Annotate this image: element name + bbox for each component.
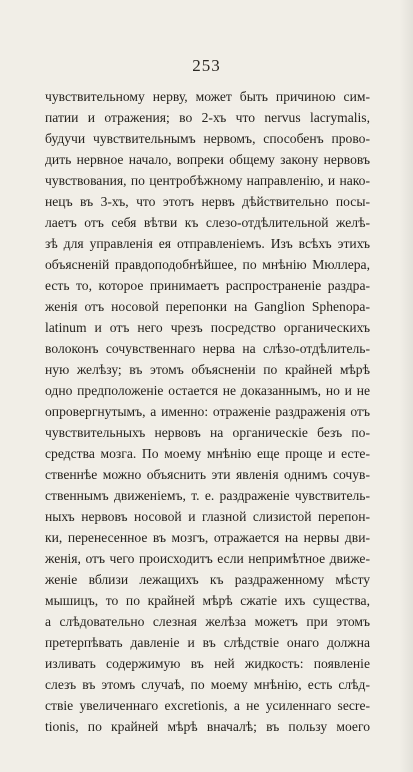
text-line: опровергнутымъ, а именно: отраженіе раздраженія отъ xyxy=(45,404,370,419)
page-number: 253 xyxy=(192,56,221,75)
text-line: дить нервное начало, вопреки общему закону нервовъ xyxy=(45,152,370,167)
text-line: патии и отражения; во 2-хъ что nervus lacrymalis, xyxy=(45,110,370,125)
page-edge-shadow xyxy=(399,0,413,772)
text-line: будучи чувствительнымъ нервомъ, способенъ прово- xyxy=(45,131,370,146)
text-line: изливать содержимую въ ней жидкость: появленіе xyxy=(45,656,370,671)
text-line: женія отъ носовой перепонки на Ganglion Sphenopa- xyxy=(45,299,370,314)
text-line: слезъ въ этомъ случаѣ, по моему мнѣнію, есть слѣд- xyxy=(45,677,370,692)
text-line: а слѣдовательно слезная желѣза можетъ при этомъ xyxy=(45,614,370,629)
text-line: latinum и отъ него чрезъ посредство органическихъ xyxy=(45,320,370,335)
text-line: чувствительныхъ нервовъ на органическіе безъ по- xyxy=(45,425,370,440)
text-line: объясненій правдоподобнѣйшее, по мнѣнію Мюллера, xyxy=(45,257,370,272)
text-line: чувствительному нерву, может быть причиною сим- xyxy=(45,89,370,104)
text-line: одно предположеніе остается не доказаннымъ, но и не xyxy=(45,383,370,398)
text-line: женіе вблизи лежащихъ къ раздраженному мѣсту xyxy=(45,572,370,587)
text-line: мышицъ, то по крайней мѣрѣ сжатіе ихъ существа, xyxy=(45,593,370,608)
text-line: ствіе увеличеннаго excretionis, а не усиленнаго secre- xyxy=(45,698,370,713)
text-line: претерпѣвать давленіе и въ слѣдствіе онаго должна xyxy=(45,635,370,650)
text-line: есть то, которое принимаетъ распространеніе раздра- xyxy=(45,278,370,293)
text-line: ныхъ нервовъ носовой и глазной слизистой перепон- xyxy=(45,509,370,524)
text-line: нецъ въ 3-хъ, что этотъ нервъ дѣйствительно посы- xyxy=(45,194,370,209)
text-line: ственнымъ движеніемъ, т. е. раздраженіе чувствитель- xyxy=(45,488,370,503)
text-line: зѣ для управленія ея отправленіемъ. Изъ всѣхъ этихъ xyxy=(45,236,370,251)
text-line: лаетъ отъ себя вѣтви къ слезо-отдѣлительной желѣ- xyxy=(45,215,370,230)
text-line: чувствования, по центробѣжному направленію, и нако- xyxy=(45,173,370,188)
text-line: женія, отъ чего происходитъ если непримѣтное движе- xyxy=(45,551,370,566)
text-line: ственнѣе можно объяснить эти явленія однимъ сочув- xyxy=(45,467,370,482)
text-line: ную желѣзу; въ этомъ объясненіи по крайней мѣрѣ xyxy=(45,362,370,377)
text-line: tionis, по крайней мѣрѣ вначалѣ; въ пользу моего xyxy=(45,719,370,734)
text-line: ки, перенесенное въ мозгъ, отражается на нервы дви- xyxy=(45,530,370,545)
body-text xyxy=(45,86,370,737)
text-line: средства мозга. По моему мнѣнію еще проще и есте- xyxy=(45,446,370,461)
text-line: волоконъ сочувственнаго нерва на слѣзо-отдѣлитель- xyxy=(45,341,370,356)
